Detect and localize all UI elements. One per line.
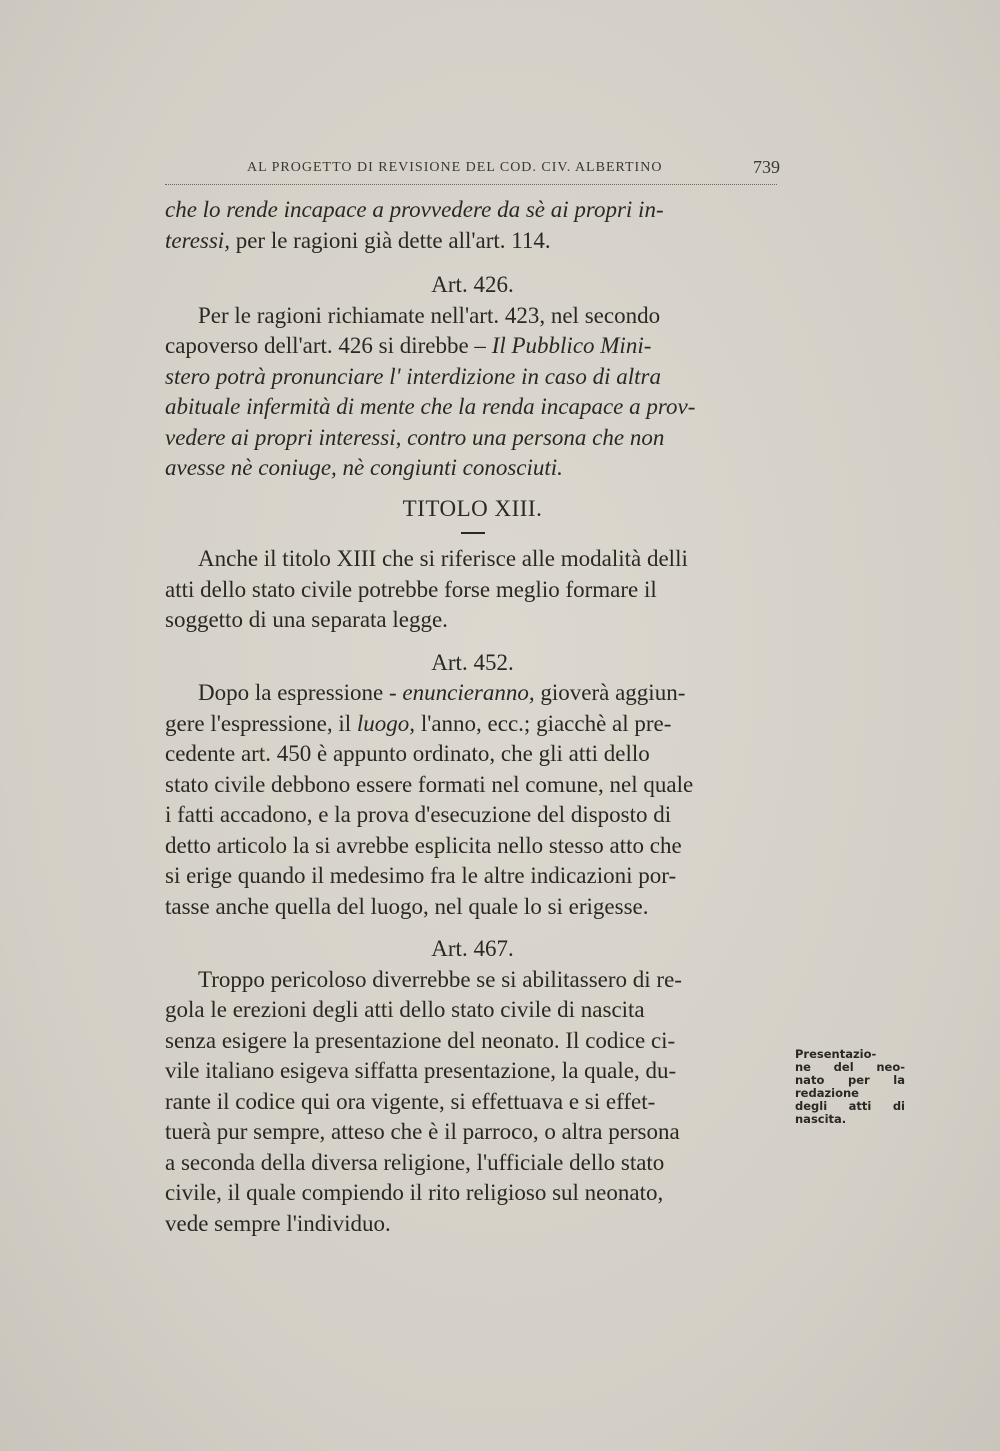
article-heading-467: Art. 467. — [431, 936, 514, 961]
text-line: Per le ragioni richiamate nell'art. 423, nel secondo — [198, 302, 661, 328]
margin-note: Presentazio- ne del neo- nato per la redazione degli atti di nascita. — [795, 1047, 905, 1126]
running-title: AL PROGETTO DI REVISIONE DEL COD. CIV. ALBERTINO — [247, 160, 663, 175]
text-line: Troppo pericoloso diverrebbe se si abilitassero di re- — [198, 966, 682, 992]
text-line: i fatti accadono, e la prova d'esecuzione del disposto di — [165, 802, 672, 827]
text-line: vedere ai propri interessi, contro una persona che non — [165, 424, 665, 450]
title-heading: TITOLO XIII. — [402, 495, 543, 521]
text-line: Dopo la espressione - enuncieranno, gioverà aggiun- — [198, 680, 686, 705]
text-line: stato civile debbono essere formati nel comune, nel quale — [165, 771, 694, 797]
text-line: Anche il titolo XIII che si riferisce alle modalità delli — [198, 546, 688, 571]
header-rule — [165, 184, 777, 185]
text-line: detto articolo la si avrebbe esplicita nello stesso atto che — [165, 832, 682, 858]
page-number: 739 — [753, 157, 780, 177]
article-heading-452: Art. 452. — [431, 649, 514, 675]
text-line: abituale infermità di mente che la renda incapace a prov- — [165, 394, 696, 419]
text-line: a seconda della diversa religione, l'ufficiale dello stato — [165, 1149, 665, 1175]
text-line: cedente art. 450 è appunto ordinato, che gli atti dello — [165, 741, 650, 766]
article-heading-426: Art. 426. — [431, 272, 514, 297]
text-line: rante il codice qui ora vigente, si effettuava e si effet- — [165, 1088, 656, 1114]
title-dash — [461, 532, 485, 534]
text-line: atti dello stato civile potrebbe forse meglio formare il — [165, 576, 657, 602]
text-line: civile, il quale compiendo il rito religioso sul neonato, — [165, 1180, 664, 1205]
text-line: si erige quando il medesimo fra le altre indicazioni por- — [165, 863, 677, 888]
text-line: teressi, per le ragioni già dette all'art. 114. — [165, 227, 551, 253]
text-line: avesse nè coniuge, nè congiunti conosciuti. — [165, 455, 563, 480]
text-line: tuerà pur sempre, atteso che è il parroco, o altra persona — [165, 1119, 680, 1144]
text-line: capoverso dell'art. 426 si direbbe – Il Pubblico Mini- — [165, 333, 652, 358]
text-line: senza esigere la presentazione del neonato. Il codice ci- — [165, 1027, 676, 1053]
page-body — [165, 195, 780, 1239]
text-line: che lo rende incapace a provvedere da sè ai propri in- — [165, 197, 664, 222]
text-line: vile italiano esigeva siffatta presentazione, la quale, du- — [165, 1058, 677, 1083]
text-line: gere l'espressione, il luogo, l'anno, ecc.; giacchè al pre- — [165, 710, 672, 736]
text-line: gola le erezioni degli atti dello stato civile di nascita — [165, 997, 645, 1022]
text-line: vede sempre l'individuo. — [165, 1210, 391, 1236]
text-line: tasse anche quella del luogo, nel quale lo si erigesse. — [165, 893, 649, 919]
text-line: soggetto di una separata legge. — [165, 607, 448, 632]
text-line: stero potrà pronunciare l' interdizione in caso di altra — [165, 363, 661, 389]
